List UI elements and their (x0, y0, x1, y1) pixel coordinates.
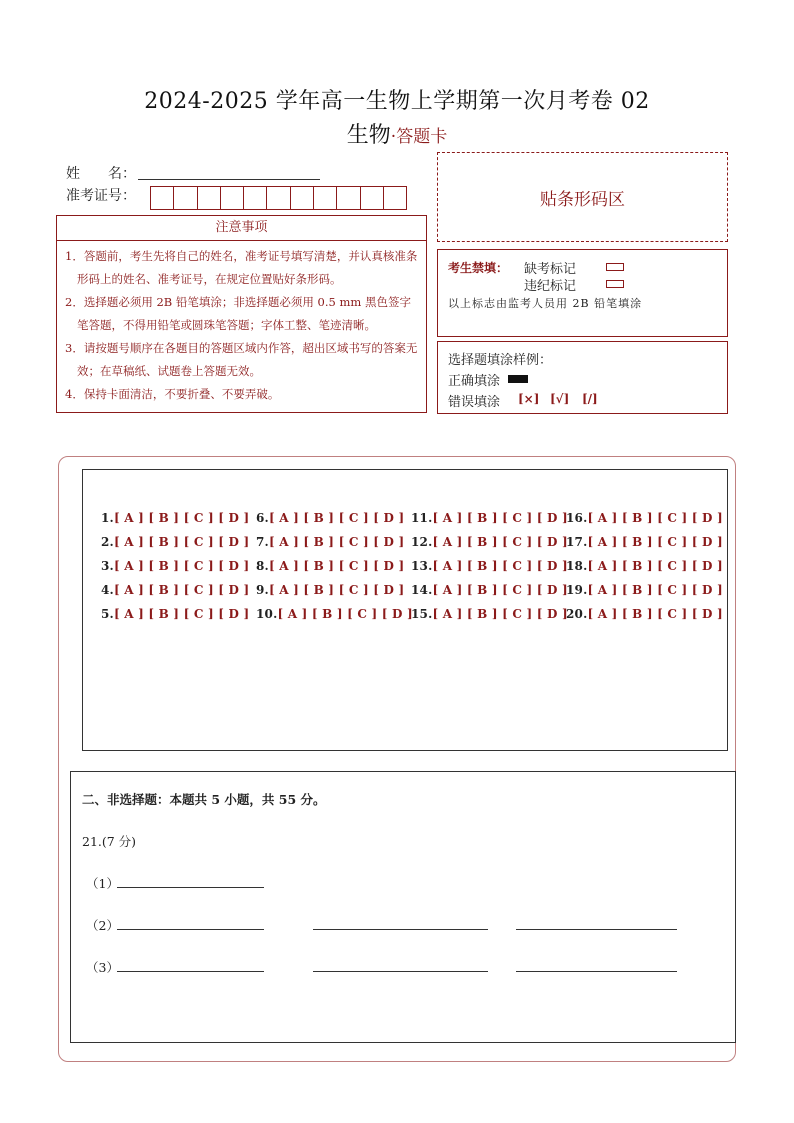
mc-question[interactable]: 8.[ A ] [ B ] [ C ] [ D ] (256, 559, 405, 573)
question-21-label: 21.(7 分) (82, 834, 137, 849)
card-label: ·答题卡 (390, 127, 448, 147)
mc-question[interactable]: 9.[ A ] [ B ] [ C ] [ D ] (256, 583, 405, 597)
correct-fill-label: 正确填涂 (448, 374, 501, 389)
non-choice-box (70, 771, 736, 1043)
fill-example-panel (437, 341, 728, 414)
mc-question[interactable]: 10.[ A ] [ B ] [ C ] [ D ] (256, 607, 413, 621)
exam-id-label: 准考证号： (66, 188, 136, 204)
id-digit-box[interactable] (290, 186, 314, 210)
mc-question[interactable]: 4.[ A ] [ B ] [ C ] [ D ] (101, 583, 250, 597)
violation-label: 违纪标记 (524, 279, 577, 294)
forbid-panel (437, 249, 728, 337)
mc-question[interactable]: 18.[ A ] [ B ] [ C ] [ D ] (566, 559, 723, 573)
part-2-label: （2） (86, 918, 119, 933)
mc-question[interactable]: 6.[ A ] [ B ] [ C ] [ D ] (256, 511, 405, 525)
wrong-fill-label: 错误填涂 (448, 395, 501, 410)
absent-mark-box[interactable] (606, 263, 624, 271)
wrong-mark-slash: [/] (582, 392, 598, 406)
part-3-label: （3） (86, 960, 119, 975)
mc-question[interactable]: 20.[ A ] [ B ] [ C ] [ D ] (566, 607, 723, 621)
notice-item: 2．选择题必须用 2B 铅笔填涂；非选择题必须用 0.5 mm 黑色签字笔答题，不得用铅笔或圆珠笔答题；字体工整、笔迹清晰。 (65, 295, 411, 332)
part-1-label: （1） (86, 876, 119, 891)
example-title: 选择题填涂样例： (448, 353, 553, 368)
subject-label: 生物 (346, 123, 391, 148)
forbid-label: 考生禁填： (448, 261, 509, 275)
mc-question[interactable]: 13.[ A ] [ B ] [ C ] [ D ] (411, 559, 568, 573)
answer-line[interactable] (117, 928, 264, 930)
mc-question[interactable]: 11.[ A ] [ B ] [ C ] [ D ] (411, 511, 568, 525)
id-digit-box[interactable] (360, 186, 384, 210)
id-digit-box[interactable] (220, 186, 244, 210)
id-digit-box[interactable] (243, 186, 267, 210)
answer-line[interactable] (313, 928, 488, 930)
mc-question[interactable]: 7.[ A ] [ B ] [ C ] [ D ] (256, 535, 405, 549)
answer-line[interactable] (117, 886, 264, 888)
barcode-area (437, 152, 728, 242)
answer-line[interactable] (516, 928, 677, 930)
mc-question[interactable]: 15.[ A ] [ B ] [ C ] [ D ] (411, 607, 568, 621)
answer-line[interactable] (117, 970, 264, 972)
notice-item: 3．请按题号顺序在各题目的答题区域内作答，超出区域书写的答案无效；在草稿纸、试题卷上答题无效。 (65, 341, 418, 378)
mc-question[interactable]: 12.[ A ] [ B ] [ C ] [ D ] (411, 535, 568, 549)
id-digit-box[interactable] (266, 186, 290, 210)
absent-label: 缺考标记 (524, 262, 577, 277)
section-title: 二、非选择题：本题共 5 小题，共 55 分。 (82, 792, 326, 807)
wrong-mark-check: [√] (550, 392, 570, 406)
id-digit-box[interactable] (313, 186, 337, 210)
name-label: 姓 名： (66, 166, 136, 182)
violation-mark-box[interactable] (606, 280, 624, 288)
name-input-line[interactable] (138, 178, 320, 180)
id-digit-box[interactable] (336, 186, 360, 210)
mc-question[interactable]: 16.[ A ] [ B ] [ C ] [ D ] (566, 511, 723, 525)
mc-question[interactable]: 14.[ A ] [ B ] [ C ] [ D ] (411, 583, 568, 597)
page-title: 2024-2025 学年高一生物上学期第一次月考卷 02 (144, 89, 650, 114)
page-subtitle (0, 118, 794, 149)
forbid-note: 以上标志由监考人员用 2B 铅笔填涂 (448, 297, 643, 310)
id-digit-box[interactable] (197, 186, 221, 210)
exam-id-boxes[interactable] (150, 186, 406, 210)
notice-title: 注意事项 (57, 216, 426, 241)
notice-panel (56, 215, 427, 413)
notice-item: 1．答题前，考生先将自己的姓名，准考证号填写清楚，并认真核准条形码上的姓名、准考证号，在规定位置贴好条形码。 (65, 249, 418, 286)
mc-question[interactable]: 19.[ A ] [ B ] [ C ] [ D ] (566, 583, 723, 597)
answer-line[interactable] (313, 970, 488, 972)
id-digit-box[interactable] (383, 186, 407, 210)
correct-fill-sample (508, 375, 528, 383)
mc-question[interactable]: 2.[ A ] [ B ] [ C ] [ D ] (101, 535, 250, 549)
id-digit-box[interactable] (173, 186, 197, 210)
mc-question[interactable]: 5.[ A ] [ B ] [ C ] [ D ] (101, 607, 250, 621)
wrong-mark-x: [×] (518, 392, 540, 406)
mc-question[interactable]: 1.[ A ] [ B ] [ C ] [ D ] (101, 511, 250, 525)
id-digit-box[interactable] (150, 186, 174, 210)
barcode-label: 贴条形码区 (540, 189, 625, 210)
mc-question[interactable]: 17.[ A ] [ B ] [ C ] [ D ] (566, 535, 723, 549)
answer-line[interactable] (516, 970, 677, 972)
notice-item: 4．保持卡面清洁，不要折叠、不要弄破。 (65, 387, 280, 401)
mc-question[interactable]: 3.[ A ] [ B ] [ C ] [ D ] (101, 559, 250, 573)
notice-body (57, 241, 426, 406)
